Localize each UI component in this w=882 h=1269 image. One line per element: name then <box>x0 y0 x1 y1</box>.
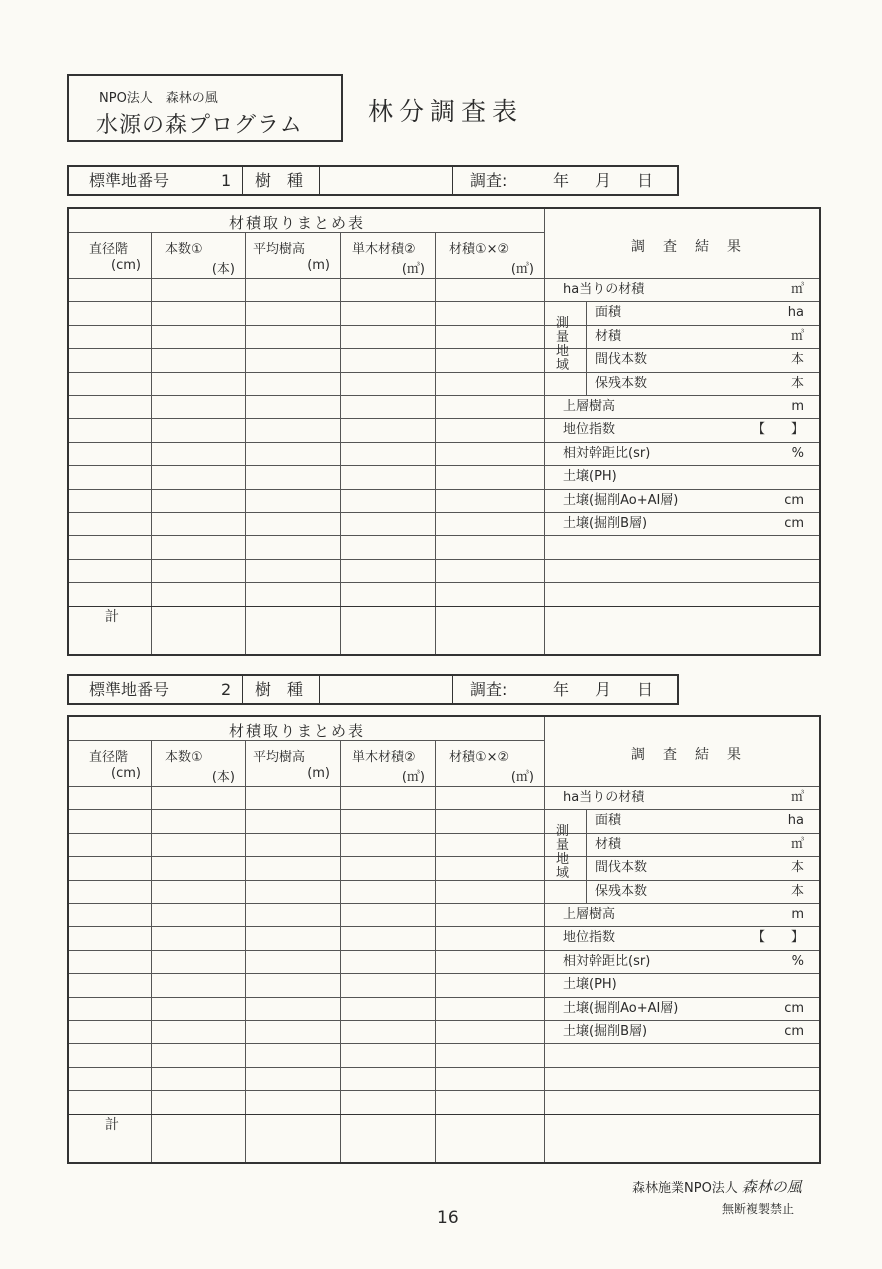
result-unit: 本 <box>790 883 804 899</box>
column-header-unit: (本) <box>211 262 235 277</box>
year-label: 年 <box>553 171 570 190</box>
result-label: 面積 <box>595 813 622 829</box>
result-label: 相対幹距比(sr) <box>563 953 651 969</box>
organization-label: NPO法人 森林の風 <box>99 91 218 106</box>
plot-label: 標準地番号 <box>89 171 170 190</box>
column-header-name: 材積①×② <box>449 750 510 765</box>
result-label: 相対幹距比(sr) <box>563 445 651 461</box>
species-label: 樹 種 <box>255 680 304 699</box>
column-header-unit: (cm) <box>111 258 141 273</box>
result-unit: ㎥ <box>790 282 804 297</box>
result-label: 材積 <box>595 328 622 344</box>
column-header-name: 平均樹高 <box>253 242 306 257</box>
year-label: 年 <box>553 680 570 699</box>
result-label: 保残本数 <box>595 883 648 899</box>
survey-date-label: 調査: <box>470 171 508 190</box>
survey-date-label: 調査: <box>470 680 508 699</box>
result-unit: 【 】 <box>751 422 804 438</box>
summary-table-title: 材積取りまとめ表 <box>229 722 366 740</box>
result-label: 保残本数 <box>595 375 648 391</box>
results-title: 調 査 結 果 <box>631 747 743 763</box>
result-label: 土壌(掘削Ao+AⅠ層) <box>563 1000 679 1016</box>
result-unit: 本 <box>790 352 804 368</box>
survey-sheet-2 <box>67 715 821 1164</box>
survey-group-label: 測量地域 <box>556 316 570 374</box>
result-unit: ㎥ <box>790 836 804 852</box>
result-label: 土壌(掘削B層) <box>563 516 648 531</box>
result-label: 間伐本数 <box>595 352 648 368</box>
month-label: 月 <box>595 171 612 190</box>
result-unit: cm <box>784 1024 804 1039</box>
plot-info-bar-1 <box>67 165 679 196</box>
column-header-name: 材積①×② <box>449 242 510 257</box>
result-unit: ㎥ <box>790 328 804 344</box>
result-unit: % <box>791 953 804 969</box>
plot-number: 1 <box>221 171 232 190</box>
total-row-label: 計 <box>105 1116 119 1133</box>
result-unit: cm <box>784 1000 804 1016</box>
result-unit <box>669 973 804 996</box>
column-header-name: 単木材積② <box>352 242 416 257</box>
result-label: 土壌(掘削B層) <box>563 1024 648 1039</box>
document-title: 林分調査表 <box>368 97 524 126</box>
column-header-name: 本数① <box>165 750 203 765</box>
footer-organization <box>632 1176 802 1197</box>
result-label: 上層樹高 <box>563 907 616 922</box>
day-label: 日 <box>637 680 654 699</box>
result-label: ha当りの材積 <box>563 790 645 805</box>
result-unit: ㎥ <box>790 790 804 805</box>
column-header-unit: (㎥) <box>401 262 425 277</box>
summary-table-title: 材積取りまとめ表 <box>229 214 366 232</box>
result-unit: ha <box>787 305 804 321</box>
column-header-unit: (m) <box>307 766 330 781</box>
column-header-name: 直径階 <box>89 750 129 765</box>
results-title: 調 査 結 果 <box>631 239 743 255</box>
result-label: 地位指数 <box>563 422 616 438</box>
species-label: 樹 種 <box>255 171 304 190</box>
result-label: 土壌(掘削Ao+AⅠ層) <box>563 492 679 508</box>
column-header-unit: (cm) <box>111 766 141 781</box>
result-unit: m <box>791 907 804 922</box>
organization-title-box <box>67 74 343 142</box>
footer-brand-logo: 森林の風 <box>741 1178 802 1196</box>
result-label: 材積 <box>595 836 622 852</box>
column-header-unit: (㎥) <box>510 262 534 277</box>
survey-group-label: 測量地域 <box>556 824 570 882</box>
column-header-unit: (m) <box>307 258 330 273</box>
result-unit <box>669 465 804 488</box>
result-unit: 【 】 <box>751 930 804 946</box>
copyright-note: 無断複製禁止 <box>722 1202 795 1216</box>
program-title: 水源の森プログラム <box>96 113 303 138</box>
column-header-name: 本数① <box>165 242 203 257</box>
day-label: 日 <box>637 171 654 190</box>
month-label: 月 <box>595 680 612 699</box>
result-label: 間伐本数 <box>595 860 648 876</box>
result-unit: 本 <box>790 860 804 876</box>
survey-sheet-1 <box>67 207 821 656</box>
result-unit: cm <box>784 516 804 531</box>
plot-info-bar-2 <box>67 674 679 705</box>
column-header-unit: (本) <box>211 770 235 785</box>
result-label: 面積 <box>595 305 622 321</box>
result-unit: m <box>791 399 804 414</box>
plot-label: 標準地番号 <box>89 680 170 699</box>
plot-number: 2 <box>221 680 232 699</box>
result-unit: cm <box>784 492 804 508</box>
page-number: 16 <box>437 1208 459 1228</box>
result-unit: 本 <box>790 375 804 391</box>
footer-org-label: 森林施業NPO法人 <box>632 1181 738 1196</box>
result-label: 土壌(PH) <box>563 469 617 485</box>
column-header-name: 単木材積② <box>352 750 416 765</box>
column-header-name: 平均樹高 <box>253 750 306 765</box>
result-label: ha当りの材積 <box>563 282 645 297</box>
column-header-name: 直径階 <box>89 242 129 257</box>
column-header-unit: (㎥) <box>401 770 425 785</box>
total-row-label: 計 <box>105 608 119 625</box>
result-label: 地位指数 <box>563 930 616 946</box>
result-unit: % <box>791 445 804 461</box>
result-label: 土壌(PH) <box>563 977 617 993</box>
result-label: 上層樹高 <box>563 399 616 414</box>
column-header-unit: (㎥) <box>510 770 534 785</box>
result-unit: ha <box>787 813 804 829</box>
